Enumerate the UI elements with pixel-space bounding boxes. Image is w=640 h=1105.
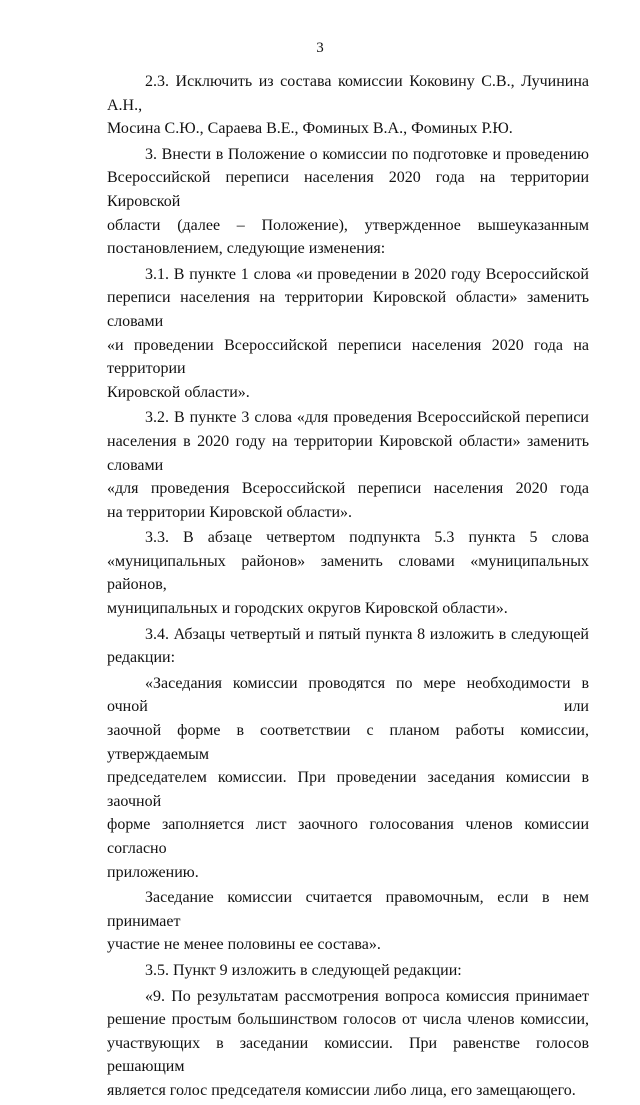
paragraph-line: «и проведении Всероссийской переписи населения 2020 года на территории [107,336,589,378]
paragraph [107,526,589,620]
paragraph-line: заочной форме в соответствии с планом работы комиссии, утверждаемым [107,722,589,763]
paragraph-line: на территории Кировской области». [107,503,353,521]
paragraph [107,959,589,983]
paragraph-line: 3.2. В пункте 3 слова «для проведения Всероссийской переписи [145,409,589,427]
paragraph [107,70,589,141]
paragraph-line: Всероссийской переписи населения 2020 года на территории Кировской [107,169,589,210]
paragraph-line: «Заседания комиссии проводятся по мере необходимости в очной или [107,674,589,716]
paragraph-line: 3.3. В абзаце четвертом подпункта 5.3 пункта 5 слова [145,529,589,547]
paragraph-line: «9. По результатам рассмотрения вопроса комиссия принимает [145,987,589,1005]
paragraph-line: редакции: [107,649,176,667]
paragraph [107,985,589,1103]
paragraph-line: является голос председателя комиссии либо лица, его замещающего. [107,1081,576,1099]
paragraph-line: 3.1. В пункте 1 слова «и проведении в 2020 году Всероссийской [145,265,589,283]
paragraph-line: «муниципальных районов» заменить словами «муниципальных районов, [107,552,589,594]
paragraph-line: Кировской области». [107,383,250,401]
paragraph-line: Мосина С.Ю., Сараева В.Е., Фоминых В.А., Фоминых Р.Ю. [107,120,513,138]
paragraph-line: области (далее – Положение), утвержденное вышеуказанным [107,216,589,234]
paragraph [107,623,589,670]
paragraph [107,263,589,405]
paragraph-line: постановлением, следующие изменения: [107,240,386,258]
paragraph-line: переписи населения на территории Кировской области» заменить словами [107,289,589,330]
paragraph-line: участвующих в заседании комиссии. При равенстве голосов решающим [107,1034,589,1076]
paragraph-line: муниципальных и городских округов Кировской области». [107,600,508,618]
paragraph-line: «для проведения Всероссийской переписи населения 2020 года [107,480,589,498]
paragraph-line: населения в 2020 году на территории Кировской области» заменить словами [107,432,589,474]
paragraph-line: 2.3. Исключить из состава комиссии Коковину С.В., Лучинина А.Н., [107,73,589,114]
paragraph [107,672,589,884]
paragraph-line: форме заполняется лист заочного голосования членов комиссии согласно [107,816,589,857]
paragraph [107,143,589,261]
paragraph-line: участие не менее половины ее состава». [107,936,381,954]
paragraph-line: решение простым большинством голосов от числа членов комиссии, [107,1011,589,1029]
paragraph [107,406,589,524]
paragraph-line: 3. Внести в Положение о комиссии по подготовке и проведению [145,145,589,163]
paragraph-line: приложению. [107,863,199,881]
paragraph-line: председателем комиссии. При проведении заседания комиссии в заочной [107,769,589,810]
paragraph-line: 3.4. Абзацы четвертый и пятый пункта 8 изложить в следующей [145,625,589,643]
paragraph-line: Заседание комиссии считается правомочным, если в нем принимает [107,889,589,930]
paragraph-line: 3.5. Пункт 9 изложить в следующей редакции: [145,961,462,979]
paragraph [107,886,589,957]
page-number: 3 [316,40,324,56]
document-body [107,70,589,1105]
